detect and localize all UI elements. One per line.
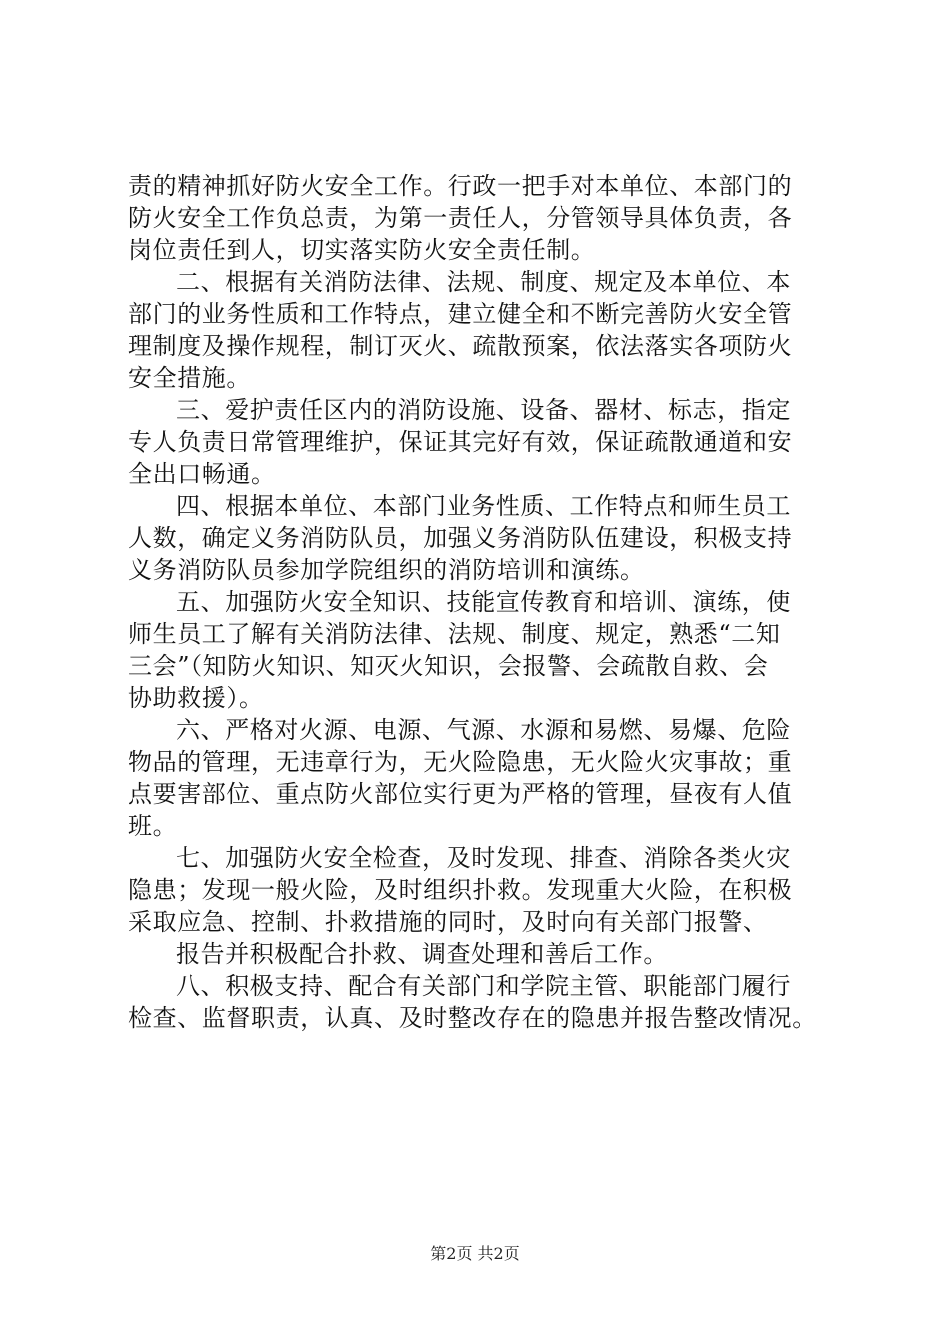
text-line: 六、严格对火源、电源、气源、水源和易燃、易爆、危险 <box>176 716 791 744</box>
text-line: 安全措施。 <box>128 364 251 392</box>
text-line: 采取应急、控制、扑救措施的同时，及时向有关部门报警、 <box>128 908 768 936</box>
text-line: 人数，确定义务消防队员，加强义务消防队伍建设，积极支持 <box>128 524 793 552</box>
text-line: 点要害部位、重点防火部位实行更为严格的管理，昼夜有人值 <box>128 780 793 808</box>
text-line: 专人负责日常管理维护，保证其完好有效，保证疏散通道和安 <box>128 428 793 456</box>
text-line: 八、积极支持、配合有关部门和学院主管、职能部门履行 <box>176 972 791 1000</box>
text-line: 防火安全工作负总责，为第一责任人，分管领导具体负责，各 <box>128 204 793 232</box>
text-line: 师生员工了解有关消防法律、法规、制度、规定，熟悉“二知 <box>128 620 781 648</box>
page-footer: 第2页 共2页 <box>430 1244 520 1263</box>
text-line: 部门的业务性质和工作特点，建立健全和不断完善防火安全管 <box>128 300 793 328</box>
text-line: 物品的管理，无违章行为，无火险隐患，无火险火灾事故；重 <box>128 748 793 776</box>
text-line: 七、加强防火安全检查，及时发现、排查、消除各类火灾 <box>176 844 791 872</box>
text-line: 三会”（知防火知识、知灭火知识，会报警、会疏散自救、会 <box>128 652 769 680</box>
text-line: 责的精神抓好防火安全工作。行政一把手对本单位、本部门的 <box>128 172 793 200</box>
text-line: 协助救援）。 <box>128 684 264 712</box>
text-line: 报告并积极配合扑救、调查处理和善后工作。 <box>176 940 668 968</box>
text-line: 隐患；发现一般火险，及时组织扑救。发现重大火险，在积极 <box>128 876 793 904</box>
text-line: 岗位责任到人，切实落实防火安全责任制。 <box>128 236 596 264</box>
document-body <box>128 170 838 1034</box>
text-line: 全出口畅通。 <box>128 460 276 488</box>
text-line: 检查、监督职责，认真、及时整改存在的隐患并报告整改情况。 <box>128 1004 817 1032</box>
text-line: 四、根据本单位、本部门业务性质、工作特点和师生员工 <box>176 492 791 520</box>
text-line: 五、加强防火安全知识、技能宣传教育和培训、演练，使 <box>176 588 791 616</box>
text-line: 三、爱护责任区内的消防设施、设备、器材、标志，指定 <box>176 396 791 424</box>
text-line: 理制度及操作规程，制订灭火、疏散预案，依法落实各项防火 <box>128 332 793 360</box>
text-line: 义务消防队员参加学院组织的消防培训和演练。 <box>128 556 645 584</box>
text-line: 二、根据有关消防法律、法规、制度、规定及本单位、本 <box>176 268 791 296</box>
text-line: 班。 <box>128 812 178 840</box>
